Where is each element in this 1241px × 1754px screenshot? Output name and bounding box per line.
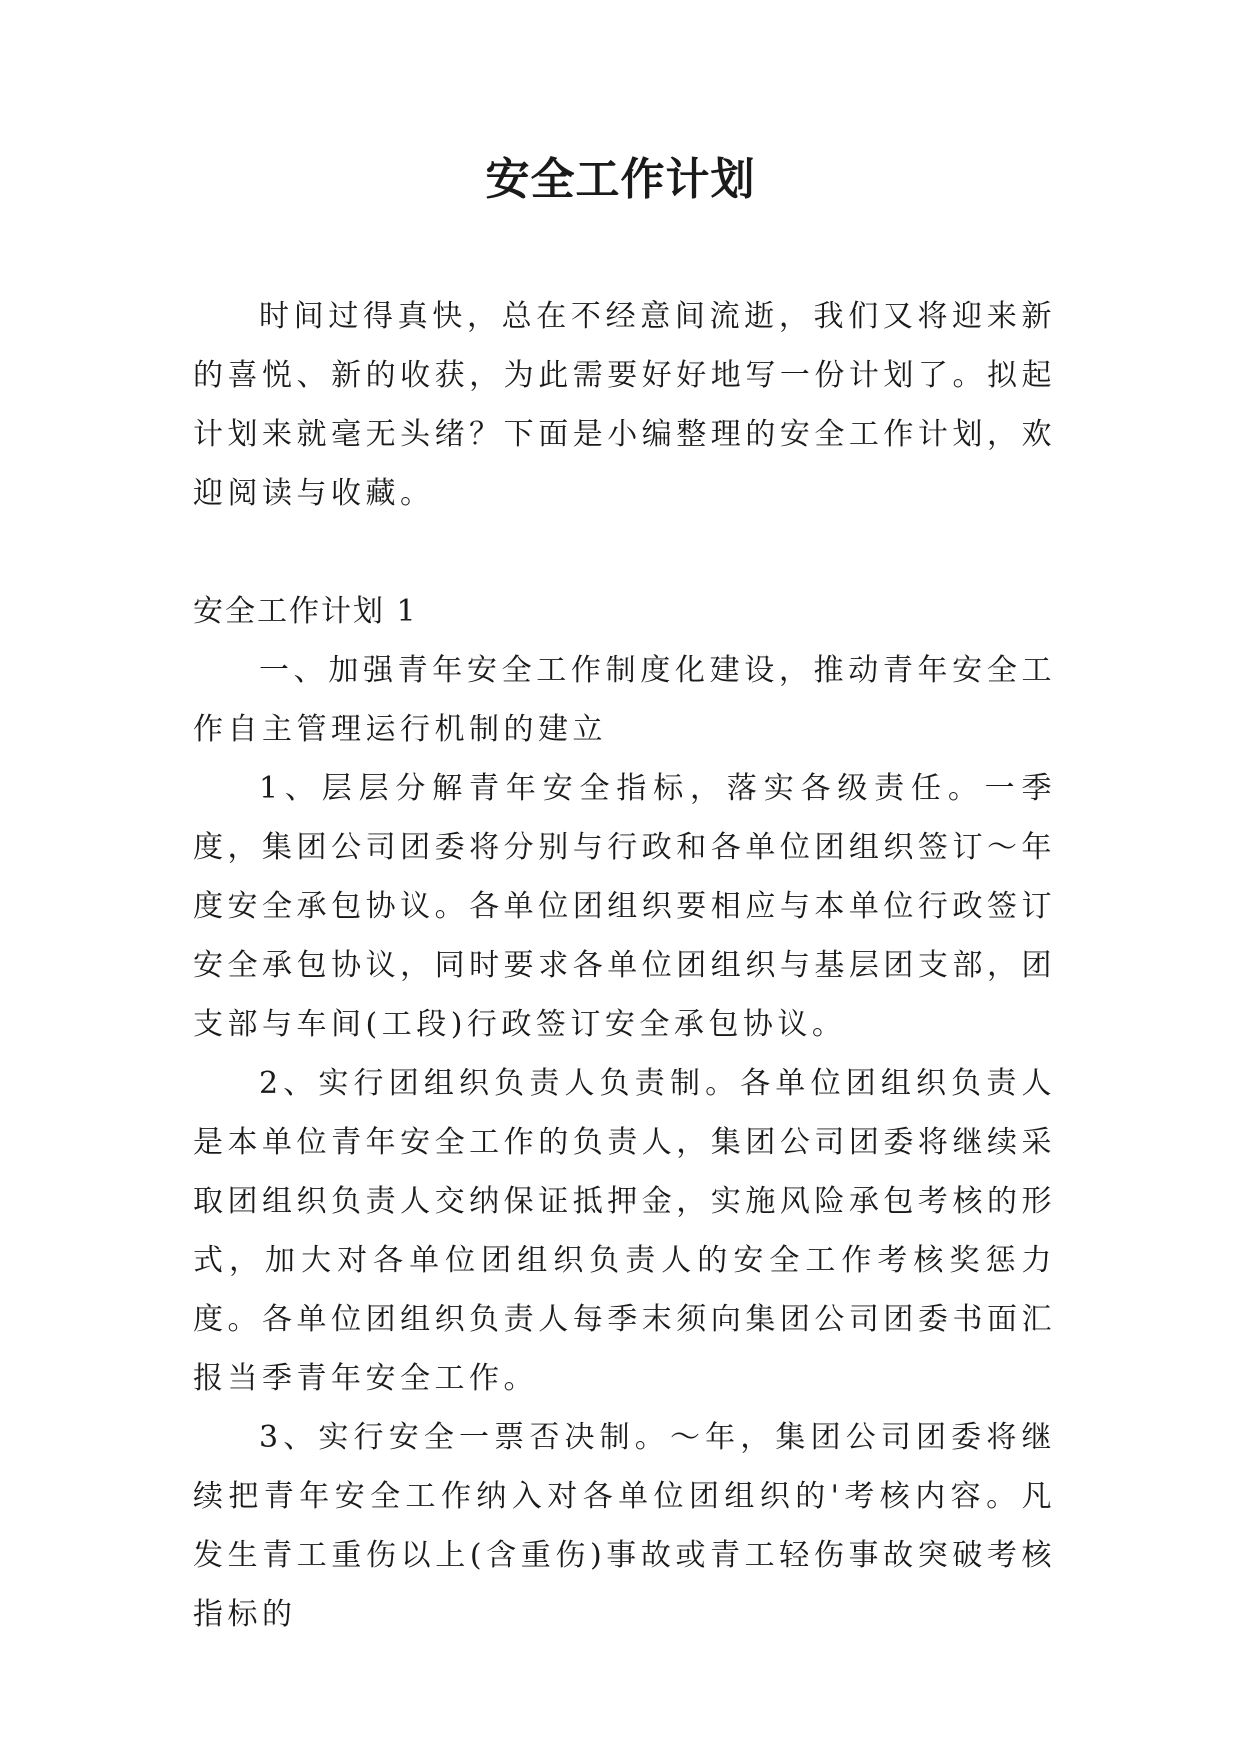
section-heading: 安全工作计划 1: [193, 594, 418, 629]
document-title: 安全工作计划: [485, 154, 756, 205]
body-paragraph: 2、实行团组织负责人负责制。各单位团组织负责人是本单位青年安全工作的负责人，集团公司团委将继续采取团组织负责人交纳保证抵押金，实施风险承包考核的形式，加大对各单位团组织负责人的安全工作考核奖惩力度。各单位团组织负责人每季末须向集团公司团委书面汇报当季青年安全工作。: [193, 1066, 1056, 1396]
body-paragraph: 1、层层分解青年安全指标，落实各级责任。一季度，集团公司团委将分别与行政和各单位团组织签订～年度安全承包协议。各单位团组织要相应与本单位行政签订安全承包协议，同时要求各单位团组织与基层团支部，团支部与车间(工段)行政签订安全承包协议。: [193, 771, 1056, 1042]
intro-paragraph: 时间过得真快，总在不经意间流逝，我们又将迎来新的喜悦、新的收获，为此需要好好地写一份计划了。拟起计划来就毫无头绪？下面是小编整理的安全工作计划，欢迎阅读与收藏。: [193, 299, 1056, 511]
body-paragraph: 一、加强青年安全工作制度化建设，推动青年安全工作自主管理运行机制的建立: [193, 653, 1056, 747]
document-body: [193, 287, 1056, 1644]
body-paragraph: 3、实行安全一票否决制。～年，集团公司团委将继续把青年安全工作纳入对各单位团组织的'考核内容。凡发生青工重伤以上(含重伤)事故或青工轻伤事故突破考核指标的: [193, 1420, 1056, 1632]
